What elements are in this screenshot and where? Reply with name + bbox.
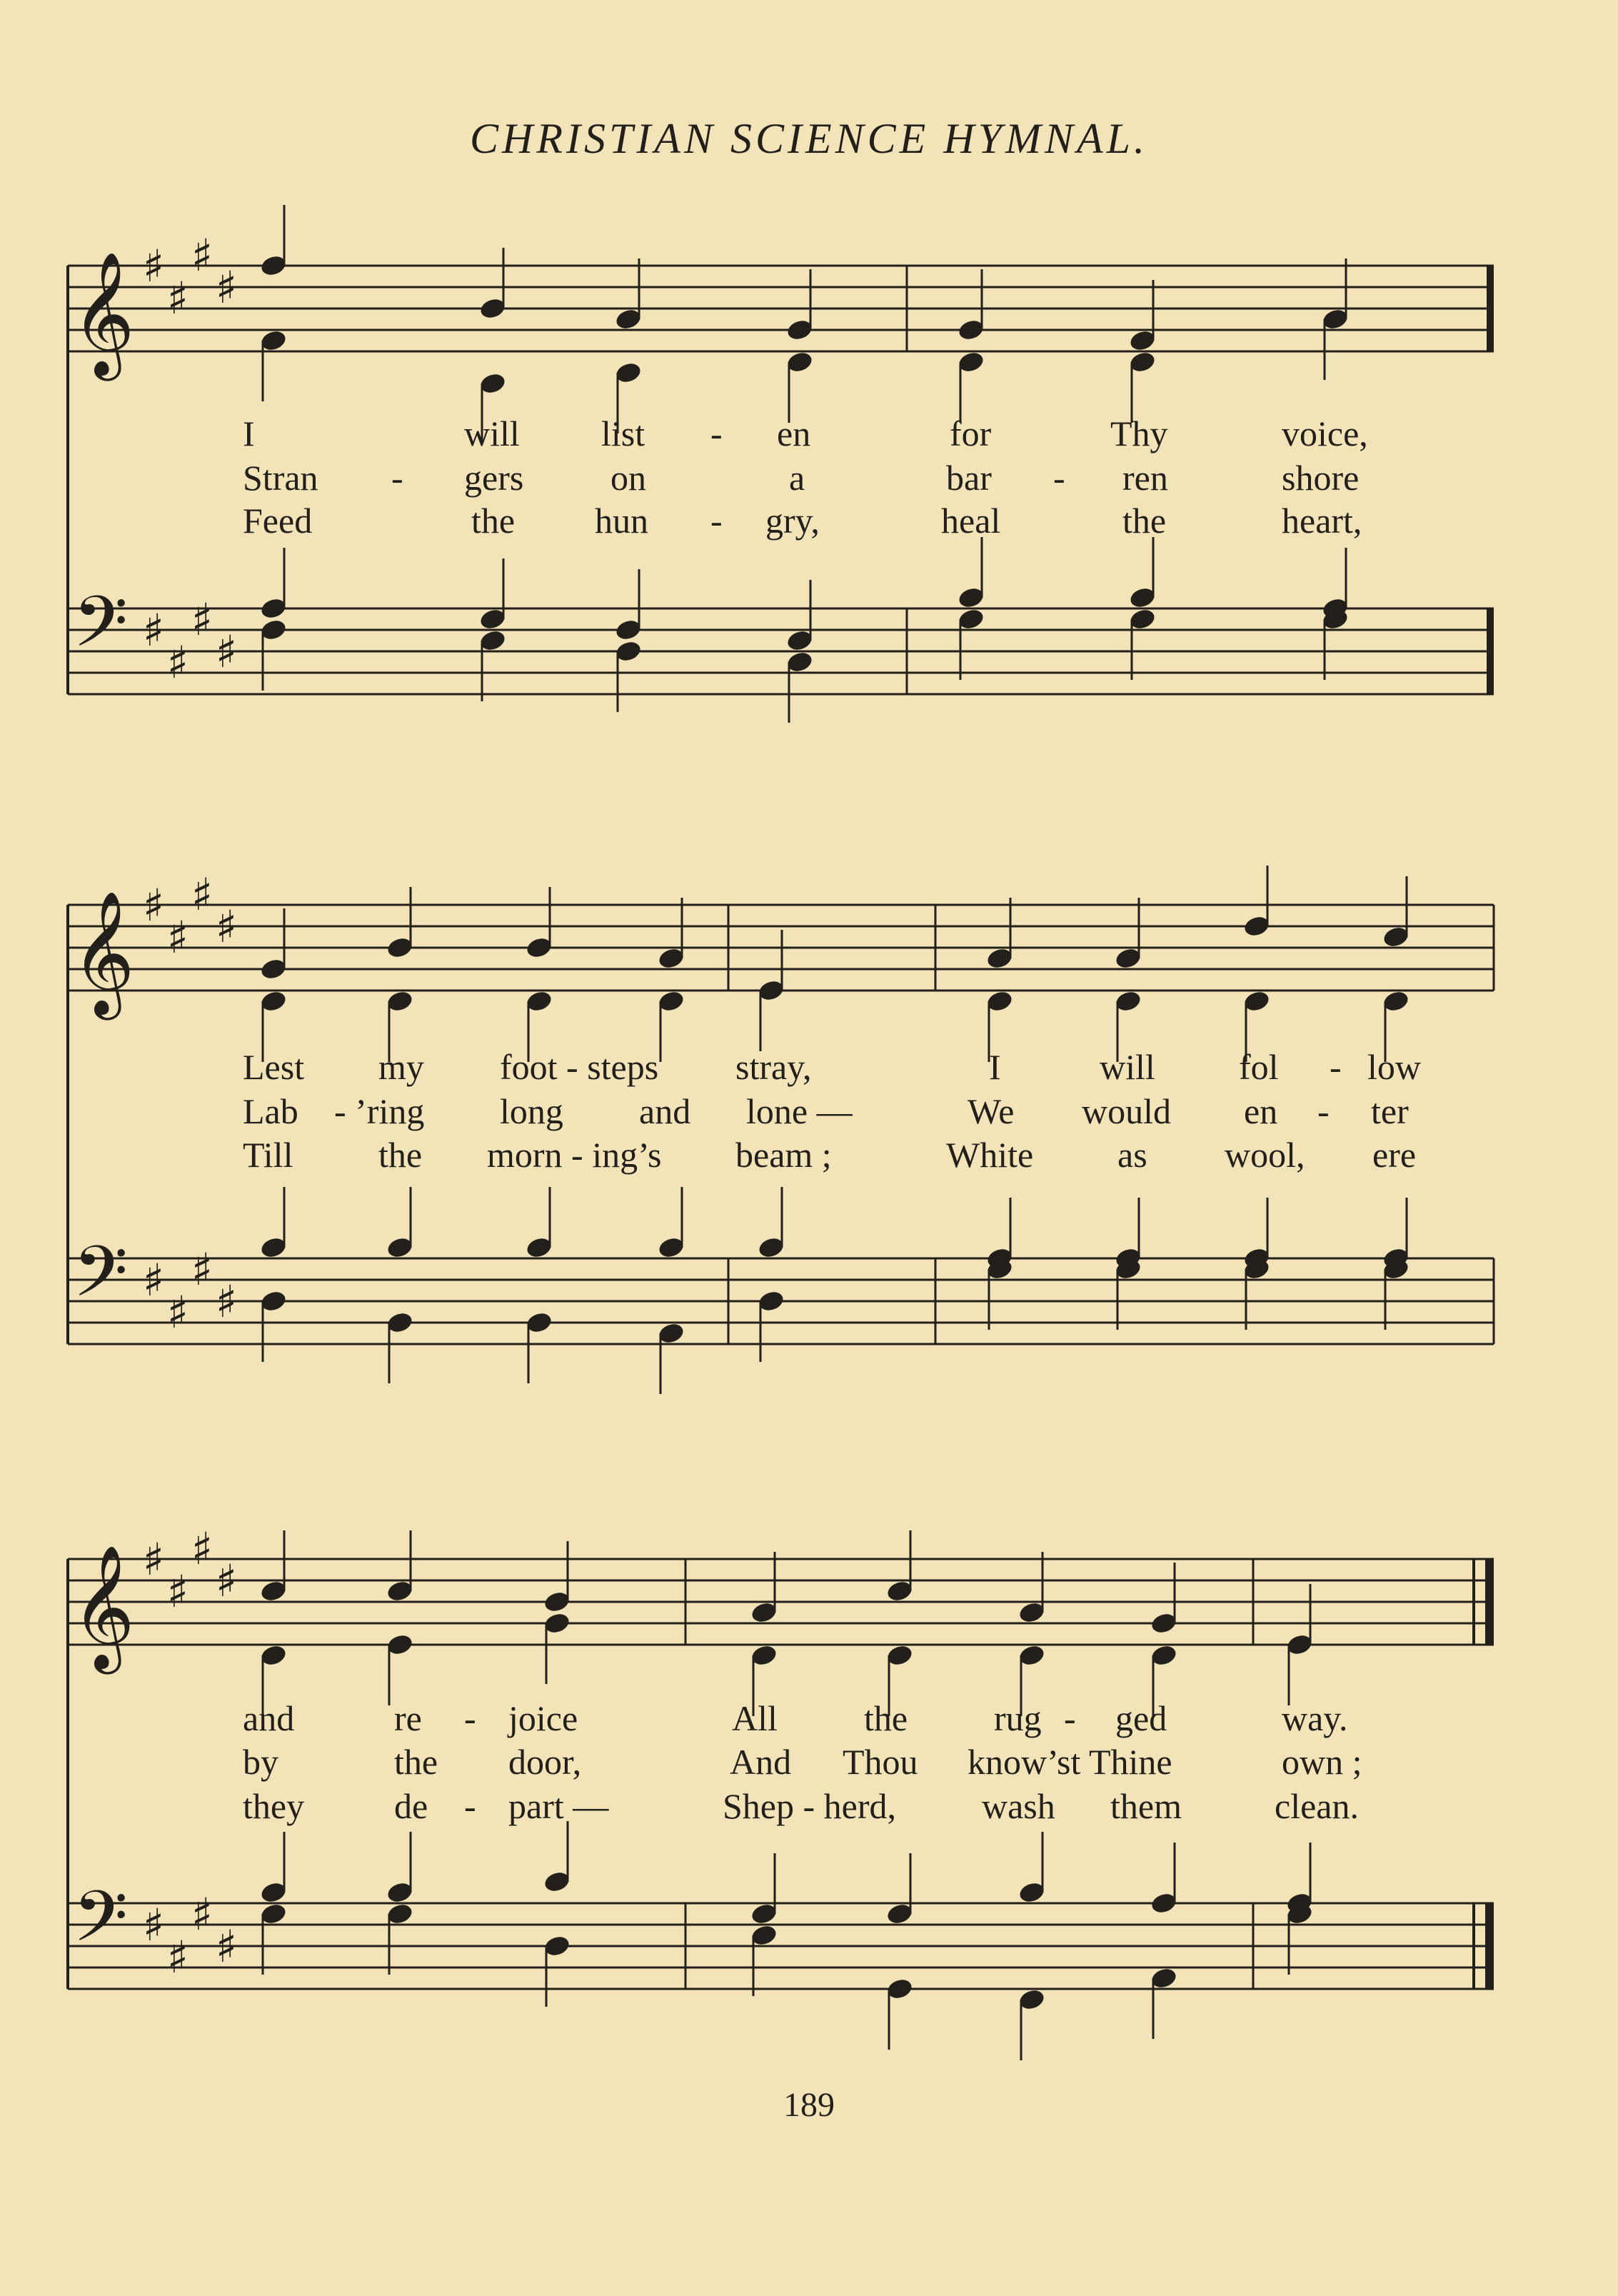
syllable: heal	[941, 501, 1001, 541]
syllable: -	[464, 1698, 476, 1738]
syllable: way.	[1282, 1698, 1348, 1738]
syllable: will	[1100, 1047, 1155, 1087]
syllable: -	[1064, 1698, 1076, 1738]
syllable: as	[1117, 1135, 1147, 1175]
syllable: foot - steps	[500, 1047, 659, 1087]
lyric-line-3-2	[0, 1741, 1618, 1784]
sharp-icon: ♯	[143, 1254, 165, 1306]
syllable: for	[950, 413, 992, 453]
sharp-icon: ♯	[143, 1899, 165, 1951]
syllable: wash	[982, 1786, 1055, 1826]
syllable: they	[243, 1786, 305, 1826]
syllable: We	[968, 1091, 1015, 1131]
syllable: clean.	[1275, 1786, 1359, 1826]
syllable: -	[464, 1786, 476, 1826]
syllable: rug	[994, 1698, 1042, 1738]
syllable: them	[1110, 1786, 1182, 1826]
syllable: -	[391, 458, 403, 498]
syllable: ere	[1372, 1135, 1417, 1175]
syllable: stray,	[735, 1047, 812, 1087]
syllable: -	[1053, 458, 1065, 498]
syllable: lone —	[746, 1091, 853, 1131]
syllable: list	[601, 413, 645, 453]
syllable: All	[732, 1698, 778, 1738]
syllable: -	[710, 501, 723, 541]
syllable: beam ;	[735, 1135, 832, 1175]
syllable: -	[1317, 1091, 1330, 1131]
syllable: -	[1330, 1047, 1342, 1087]
lyric-line-3-3	[0, 1785, 1618, 1828]
sharp-icon: ♯	[191, 593, 213, 646]
treble-clef-icon: 𝄞	[71, 1545, 135, 1669]
syllable: will	[464, 413, 520, 453]
lyric-line-3-1	[0, 1698, 1618, 1740]
syllable: would	[1082, 1091, 1171, 1131]
sharp-icon: ♯	[143, 240, 165, 292]
syllable: the	[864, 1698, 908, 1738]
sharp-icon: ♯	[191, 1888, 213, 1940]
syllable: long	[500, 1091, 563, 1131]
treble-clef-icon: 𝄞	[71, 891, 135, 1015]
syllable: ter	[1371, 1091, 1409, 1131]
syllable: Lab	[243, 1091, 298, 1131]
sharp-icon: ♯	[143, 879, 165, 931]
syllable: my	[378, 1047, 424, 1087]
treble-clef-icon: 𝄞	[71, 251, 135, 376]
syllable: - ’ring	[334, 1091, 425, 1131]
syllable: the	[378, 1135, 423, 1175]
sharp-icon: ♯	[167, 272, 189, 324]
sharp-icon: ♯	[191, 1243, 213, 1295]
syllable: gry,	[765, 501, 820, 541]
syllable: ged	[1115, 1698, 1167, 1738]
sharp-icon: ♯	[191, 229, 213, 281]
syllable: hun	[595, 501, 648, 541]
syllable: White	[946, 1135, 1034, 1175]
syllable: the	[471, 501, 516, 541]
syllable: a	[789, 458, 805, 498]
syllable: door,	[508, 1742, 582, 1782]
syllable: the	[394, 1742, 438, 1782]
sharp-icon: ♯	[143, 604, 165, 656]
syllable: shore	[1282, 458, 1360, 498]
sharp-icon: ♯	[167, 1931, 189, 1983]
sharp-icon: ♯	[216, 261, 238, 314]
syllable: Feed	[243, 501, 313, 541]
syllable: re	[394, 1698, 422, 1738]
syllable: gers	[464, 458, 524, 498]
syllable: know’st Thine	[968, 1742, 1172, 1782]
page-header: CHRISTIAN SCIENCE HYMNAL.	[469, 115, 1149, 162]
syllable: Thy	[1110, 413, 1168, 453]
syllable: heart,	[1282, 501, 1362, 541]
syllable: Till	[243, 1135, 293, 1175]
bass-clef-icon: 𝄢	[73, 581, 129, 681]
syllable: de	[394, 1786, 428, 1826]
sharp-icon: ♯	[167, 1565, 189, 1618]
syllable: part —	[508, 1786, 609, 1826]
syllable: Lest	[243, 1047, 305, 1087]
final-barline	[1485, 1559, 1494, 1645]
syllable: bar	[946, 458, 992, 498]
syllable: own ;	[1282, 1742, 1362, 1782]
syllable: I	[989, 1047, 1001, 1087]
syllable: joice	[508, 1698, 578, 1738]
sharp-icon: ♯	[216, 1275, 238, 1328]
sharp-icon: ♯	[216, 1555, 238, 1607]
sharp-icon: ♯	[216, 901, 238, 953]
syllable: on	[610, 458, 646, 498]
syllable: -	[710, 413, 723, 453]
sharp-icon: ♯	[191, 868, 213, 921]
page-number: 189	[783, 2086, 835, 2124]
syllable: morn - ing’s	[487, 1135, 662, 1175]
syllable: Stran	[243, 458, 318, 498]
bass-clef-icon: 𝄢	[73, 1231, 129, 1330]
final-barline	[1485, 1903, 1494, 1989]
syllable: voice,	[1282, 413, 1368, 453]
syllable: And	[730, 1742, 792, 1782]
sharp-icon: ♯	[167, 636, 189, 688]
syllable: fol	[1239, 1047, 1279, 1087]
syllable: and	[639, 1091, 691, 1131]
bass-clef-icon: 𝄢	[73, 1876, 129, 1975]
sharp-icon: ♯	[216, 1920, 238, 1972]
syllable: and	[243, 1698, 295, 1738]
syllable: the	[1122, 501, 1167, 541]
sharp-icon: ♯	[191, 1523, 213, 1575]
sharp-icon: ♯	[216, 626, 238, 678]
syllable: by	[243, 1742, 278, 1782]
syllable: low	[1367, 1047, 1421, 1087]
syllable: ren	[1122, 458, 1168, 498]
sharp-icon: ♯	[143, 1533, 165, 1585]
syllable: Thou	[843, 1742, 918, 1782]
syllable: en	[1244, 1091, 1278, 1131]
syllable: I	[243, 413, 255, 453]
syllable: en	[777, 413, 811, 453]
sharp-icon: ♯	[167, 1286, 189, 1338]
syllable: wool,	[1225, 1135, 1305, 1175]
sharp-icon: ♯	[167, 911, 189, 963]
syllable: Shep - herd,	[723, 1786, 896, 1826]
